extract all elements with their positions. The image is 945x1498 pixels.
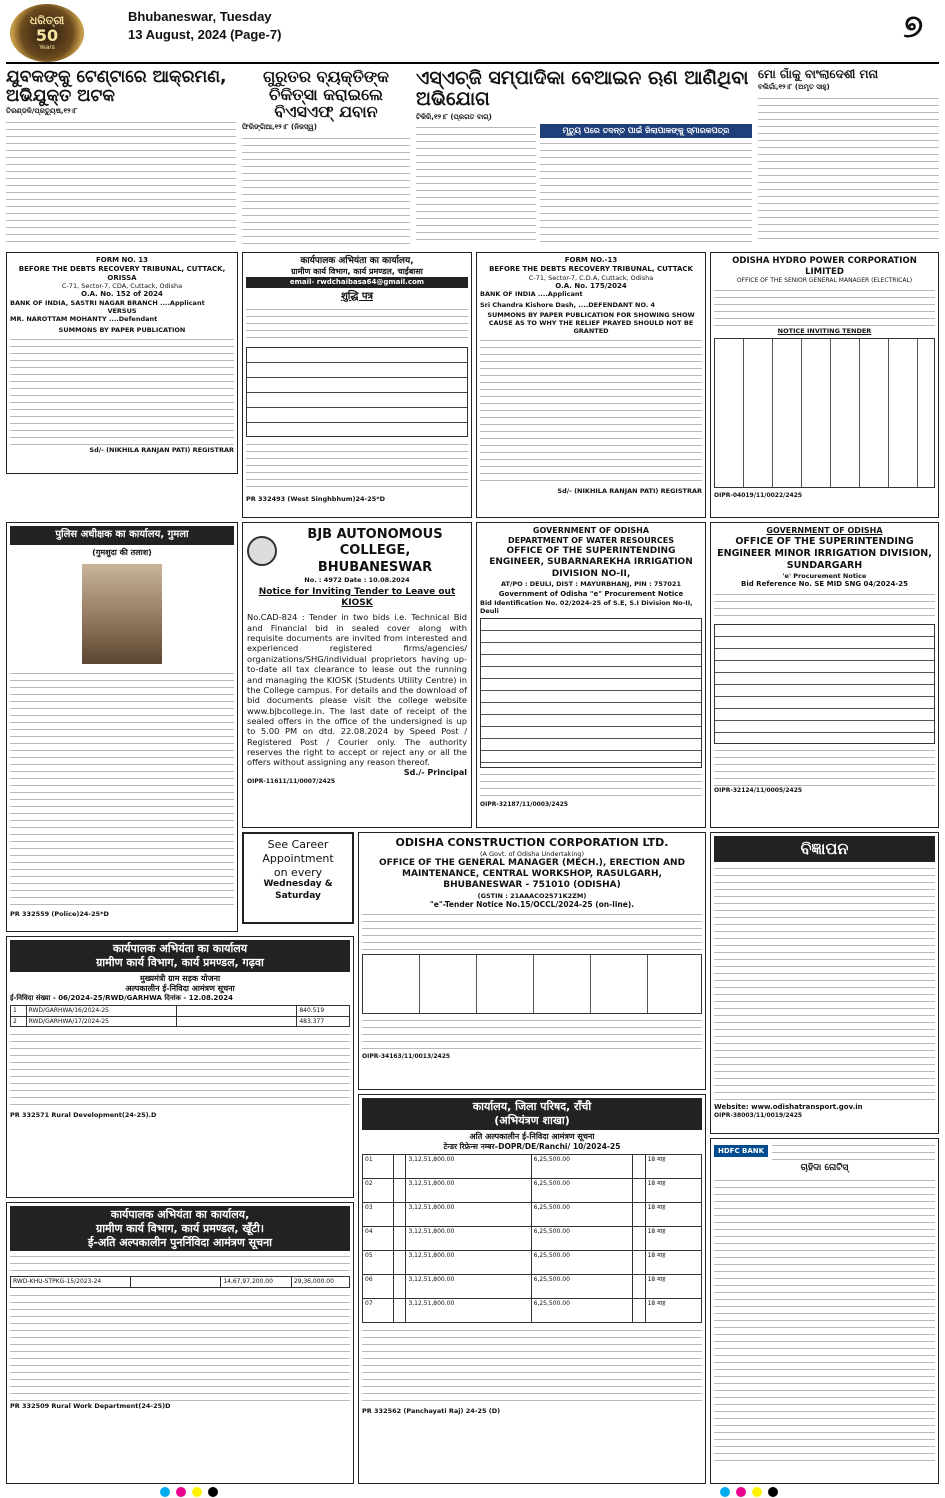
sundargarh-sign <box>714 747 935 787</box>
hdfc-title: ଚାହିଦା ନୋଟିସ୍ <box>800 1163 849 1173</box>
ranchi-cell-desc <box>633 1202 645 1226</box>
chaibasa-footer: PR 332493 (West Singhbhum)24-25*D <box>246 494 386 503</box>
ranchi-cell-emd: 6,25,500.00 <box>531 1298 633 1322</box>
drt1-summons: SUMMONS BY PAPER PUBLICATION <box>58 325 186 334</box>
table-row <box>363 1226 702 1250</box>
khunti-table <box>10 1276 350 1288</box>
occl-table <box>362 954 702 1014</box>
story3-body-a <box>416 124 536 246</box>
ad-drt-cuttack-2 <box>476 252 706 518</box>
sundargarh-notice: 'e' Procurement Notice <box>782 571 867 580</box>
garhwa-conditions <box>10 1031 350 1111</box>
gumla-body <box>10 670 234 910</box>
occl-gstin: (GSTIN : 21AAACO2571K2ZM) <box>477 891 587 900</box>
ranchi-cell-desc <box>394 1226 406 1250</box>
career-line1: See Career <box>267 838 329 851</box>
khunti-banner <box>10 1206 350 1251</box>
drt2-summons: SUMMONS BY PAPER PUBLICATION FOR SHOWING SHOW CAUSE AS TO WHY THE RELIEF PRAYED SHOULD NOT BE GRANTED <box>487 310 695 335</box>
drt2-oa-no: O.A. No. 175/2024 <box>555 281 627 290</box>
drt1-applicant: BANK OF INDIA, SASTRI NAGAR BRANCH ....Applicant <box>10 299 205 308</box>
ranchi-cell-desc <box>633 1178 645 1202</box>
ranchi-cell-desc <box>394 1274 406 1298</box>
chaibasa-intro <box>246 306 468 344</box>
ranchi-cell-emd: 6,25,500.00 <box>531 1178 633 1202</box>
table-row <box>363 1298 702 1322</box>
drt1-title: BEFORE THE DEBTS RECOVERY TRIBUNAL, CUTTACK, ORISSA <box>18 264 226 282</box>
table-row <box>363 1178 702 1202</box>
sundargarh-footer: OIPR-32124/11/0005/2425 <box>714 786 803 794</box>
garhwa-row1-work <box>177 1006 297 1017</box>
ad-khunti <box>6 1202 354 1484</box>
ranchi-cell-desc <box>394 1154 406 1178</box>
ranchi-cell-desc <box>394 1250 406 1274</box>
ranchi-cell-desc <box>633 1154 645 1178</box>
table-row <box>363 1250 702 1274</box>
magenta-mark <box>736 1487 746 1497</box>
ranchi-cell-desc <box>394 1178 406 1202</box>
drt1-address: C-71, Sector-7, CDA, Cuttack, Odisha <box>61 282 183 291</box>
garhwa-scheme: मुख्यमंत्री ग्राम सड़क योजना <box>139 973 221 983</box>
ranchi-cell-cost: 3,12,51,800.00 <box>406 1178 531 1202</box>
ad-career <box>242 832 354 924</box>
khunti-intro <box>10 1253 350 1273</box>
college-logo-icon <box>247 536 277 566</box>
drt1-defendant: MR. NAROTTAM MOHANTY ....Defendant <box>10 315 158 324</box>
garhwa-row2-work <box>177 1016 297 1027</box>
sundargarh-table <box>714 624 935 744</box>
dateline <box>128 8 348 43</box>
garhwa-banner <box>10 940 350 972</box>
ranchi-cell-no: 01 <box>363 1154 394 1178</box>
drt2-address: C-71, Sector-7, C.D.A, Cuttack, Odisha <box>528 273 654 282</box>
drt1-oa-no: O.A. No. 152 of 2024 <box>81 290 163 299</box>
ad-garhwa <box>6 936 354 1198</box>
chaibasa-title2: ग्रामीण कार्य विभाग, कार्य प्रमण्डल, चाईबासा <box>291 267 423 277</box>
ranchi-cell-desc <box>633 1298 645 1322</box>
story2-body <box>242 135 410 246</box>
ranchi-banner <box>362 1098 702 1130</box>
story2-byline: ଫିରିଙ୍ଗିଆ,୧୨।୮ (ନିଜସ୍ୱ) <box>242 122 317 131</box>
logo-sub: Years <box>39 44 55 52</box>
garhwa-row2-ref: RWD/GARHWA/17/2024-25 <box>26 1016 177 1027</box>
ranchi-sub: (अभियंत्रण शाखा) <box>494 1113 570 1127</box>
story3-highlight: ମୃତ୍ୟୁ ପରେ ତଦନ୍ତ ପାଇଁ ଜିଲାପାଳଙ୍କୁ ସ୍ମାରକପତ୍ର <box>540 124 752 138</box>
garhwa-title2: ग्रामीण कार्य विभाग, कार्य प्रमण्डल, गढ़वा <box>96 955 264 969</box>
ad-occl <box>358 832 706 1090</box>
ranchi-cell-emd: 6,25,500.00 <box>531 1202 633 1226</box>
career-line2: Appointment <box>262 851 334 865</box>
ranchi-cell-time: 18 माह <box>645 1250 701 1274</box>
ranchi-table <box>362 1154 702 1323</box>
garhwa-footer: PR 332571 Rural Development(24-25).D <box>10 1111 157 1120</box>
ad-ranchi <box>358 1094 706 1484</box>
ranchi-cell-time: 18 माह <box>645 1298 701 1322</box>
table-row <box>11 1016 350 1027</box>
garhwa-row2-no: 2 <box>11 1016 27 1027</box>
chaibasa-table <box>246 347 468 437</box>
ranchi-notice: अति अल्पकालीन ई-निविदा आमंत्रण सूचना <box>469 1131 595 1141</box>
garhwa-row2-amount: 483.377 <box>297 1016 350 1027</box>
occl-office: OFFICE OF THE GENERAL MANAGER (MECH.), ERECTION AND MAINTENANCE, CENTRAL WORKSHOP, RASULGARH, BHUBANESWAR - 751010 (ODISHA) <box>378 857 686 891</box>
logo-script: ଧରିତ୍ରୀ <box>29 14 65 28</box>
table-row <box>11 1006 350 1017</box>
ranchi-cell-emd: 6,25,500.00 <box>531 1154 633 1178</box>
khunti-ref: RWD-KHU-STPKG-15/2023-24 <box>11 1277 131 1288</box>
ranchi-cell-no: 03 <box>363 1202 394 1226</box>
ranchi-cell-desc <box>633 1226 645 1250</box>
yellow-mark <box>192 1487 202 1497</box>
bjb-title: BJB AUTONOMOUS COLLEGE, BHUBANESWAR <box>307 527 443 575</box>
drt1-sign: Sd/- (NIKHILA RANJAN PATI) REGISTRAR <box>89 445 234 454</box>
news-story-3 <box>416 68 752 246</box>
khunti-title: कार्यपालक अभियंता का कार्यालय, <box>110 1208 250 1221</box>
ranchi-cell-time: 18 माह <box>645 1178 701 1202</box>
ad-gumla-police <box>6 522 238 932</box>
story4-headline: ମୋ ଗାଁକୁ ବାଂଲାଦେଶୀ ମନା <box>758 68 879 81</box>
chaibasa-email: email- rwdchaibasa64@gmail.com <box>246 277 468 288</box>
garhwa-row1-no: 1 <box>11 1006 27 1017</box>
ad-hdfc <box>710 1138 939 1484</box>
subarnarekha-address: AT/PO : DEULI, DIST : MAYURBHANJ, PIN : 757021 <box>501 579 681 588</box>
ad-subarnarekha <box>476 522 706 828</box>
ranchi-footer: PR 332562 (Panchayati Raj) 24-25 (D) <box>362 1406 501 1415</box>
subarnarekha-bid: Bid Identification No. 02/2024-25 of S.E, S.I Division No-II, Deuli <box>480 598 693 615</box>
magenta-mark <box>176 1487 186 1497</box>
ad-bjb-college <box>242 522 472 828</box>
bigyapan-website: Website: www.odishatransport.gov.in <box>714 1103 863 1111</box>
story2-headline: ଗୁରୁତର ବ୍ୟକ୍ତିଙ୍କ ଚିକିତ୍ସା କରାଇଲେ ବିଏସଏଫ୍ ଯବାନ <box>263 68 389 122</box>
occl-footer: OIPR-34163/11/0013/2425 <box>362 1053 451 1061</box>
sundargarh-intro <box>714 591 935 621</box>
news-story-4 <box>758 68 939 246</box>
hdfc-address <box>772 1142 935 1160</box>
masthead-rule <box>6 62 939 64</box>
bjb-sign: Sd./- Principal <box>403 767 467 777</box>
ranchi-cell-cost: 3,12,51,800.00 <box>406 1298 531 1322</box>
khunti-notice: ई-अति अल्पकालीन पुनर्निविदा आमंत्रण सूचना <box>87 1235 273 1249</box>
ad-chaibasa <box>242 252 472 518</box>
ranchi-cell-emd: 6,25,500.00 <box>531 1226 633 1250</box>
ad-bigyapan-transport <box>710 832 939 1134</box>
ranchi-cell-no: 06 <box>363 1274 394 1298</box>
subarnarekha-sign <box>480 771 702 801</box>
khunti-title2: ग्रामीण कार्य विभाग, कार्य प्रमण्डल, खूँटी। <box>96 1221 264 1235</box>
story4-body <box>758 95 939 245</box>
occl-sign <box>362 1017 702 1053</box>
ranchi-cell-desc <box>394 1298 406 1322</box>
logo-number: 50 <box>35 26 59 46</box>
ohpc-title: ODISHA HYDRO POWER CORPORATION LIMITED <box>732 256 917 277</box>
drt2-form-no: FORM NO.-13 <box>564 256 618 264</box>
ranchi-cell-cost: 3,12,51,800.00 <box>406 1250 531 1274</box>
story1-body <box>6 119 236 246</box>
gumla-footer: PR 332559 (Police)24-25*D <box>10 909 109 918</box>
ranchi-cell-time: 18 माह <box>645 1154 701 1178</box>
ranchi-cell-cost: 3,12,51,800.00 <box>406 1202 531 1226</box>
garhwa-row1-amount: 840.519 <box>297 1006 350 1017</box>
newspaper-logo <box>10 4 84 62</box>
bigyapan-footer: OIPR-38003/11/0019/2425 <box>714 1111 803 1119</box>
ohpc-address <box>714 287 935 327</box>
registration-marks-right <box>720 1487 778 1497</box>
story3-byline: ଟିକିରି,୧୨।୮ (ପ୍ରଗତ ବାଗ୍) <box>416 112 492 121</box>
cyan-mark <box>160 1487 170 1497</box>
table-row <box>363 1154 702 1178</box>
bjb-ref: No. : 4972 Date : 10.08.2024 <box>304 575 410 584</box>
occl-sub: (A Govt. of Odisha Undertaking) <box>479 849 585 858</box>
career-line3: on every <box>273 865 323 879</box>
garhwa-table <box>10 1005 350 1027</box>
subarnarekha-gov: GOVERNMENT OF ODISHA <box>532 526 650 535</box>
ranchi-cell-desc <box>633 1274 645 1298</box>
ad-drt-cuttack-1 <box>6 252 238 474</box>
ranchi-title: कार्यालय, जिला परिषद, राँची <box>472 1100 592 1113</box>
drt2-sign: Sd/- (NIKHILA RANJAN PATI) REGISTRAR <box>557 487 702 495</box>
news-story-2 <box>242 68 410 246</box>
black-mark <box>768 1487 778 1497</box>
garhwa-notice: अल्पकालीन ई-निविदा आमंत्रण सूचना <box>125 983 235 993</box>
ranchi-cell-cost: 3,12,51,800.00 <box>406 1274 531 1298</box>
story1-headline: ଯୁବକଙ୍କୁ ଟେଣ୍ଟାରେ ଆକ୍ରମଣ, ଅଭିଯୁକ୍ତ ଅଟକ <box>6 68 227 106</box>
gumla-subtitle: (गुमशुदा की तलाश) <box>92 547 152 557</box>
drt2-body <box>480 337 702 487</box>
bjb-footer: OIPR-11611/11/0007/2425 <box>247 777 336 785</box>
ranchi-cell-time: 18 माह <box>645 1202 701 1226</box>
news-story-1 <box>6 68 236 246</box>
table-row <box>11 1277 350 1288</box>
ranchi-conditions <box>362 1327 702 1407</box>
yellow-mark <box>752 1487 762 1497</box>
career-line4: Wednesday & Saturday <box>263 879 333 901</box>
ohpc-sub: OFFICE OF THE SENIOR GENERAL MANAGER (ELECTRICAL) <box>736 277 913 285</box>
subarnarekha-footer: OIPR-32187/11/0003/2425 <box>480 800 569 808</box>
drt2-title: BEFORE THE DEBTS RECOVERY TRIBUNAL, CUTTACK <box>489 264 693 273</box>
bigyapan-body <box>714 865 935 1103</box>
registration-marks-left <box>160 1487 218 1497</box>
khunti-amount: 14,67,97,200.00 <box>221 1277 292 1288</box>
table-row <box>363 1274 702 1298</box>
story3-headline: ଏସ୍ଏଚ୍ଜି ସମ୍ପାଦିକା ବେଆଇନ ଋଣ ଆଣିଥିବା ଅଭିଯୋଗ <box>416 68 749 110</box>
garhwa-ref: ई-निविदा संख्या - 06/2024-25/RWD/GARHWA दिनांक - 12.08.2024 <box>10 993 233 1002</box>
ranchi-cell-cost: 3,12,51,800.00 <box>406 1226 531 1250</box>
ranchi-cell-cost: 3,12,51,800.00 <box>406 1154 531 1178</box>
story1-byline: ତିରଣ୍ଡଳି/ପ୍ରତ୍ୟୁଷ,୧୨।୮ <box>6 107 78 116</box>
khunti-conditions <box>10 1292 350 1402</box>
subarnarekha-table <box>480 618 702 768</box>
story3-body-b <box>540 140 752 246</box>
page-number: ୭ <box>903 7 923 45</box>
subarnarekha-title: OFFICE OF THE SUPERINTENDING ENGINEER, SUBARNAREKHA IRRIGATION DIVISION NO-II, <box>489 546 693 579</box>
missing-person-photo <box>82 564 162 664</box>
black-mark <box>208 1487 218 1497</box>
khunti-footer: PR 332509 Rural Work Department(24-25)D <box>10 1401 171 1410</box>
table-row <box>363 1202 702 1226</box>
cyan-mark <box>720 1487 730 1497</box>
occl-desc <box>362 911 702 951</box>
sundargarh-gov: GOVERNMENT OF ODISHA <box>766 526 883 535</box>
ohpc-table <box>714 338 935 488</box>
dateline-date: 13 August, 2024 (Page-7) <box>128 26 282 42</box>
drt1-versus: VERSUS <box>107 307 137 316</box>
gumla-title: पुलिस अधीक्षक का कार्यालय, गुमला <box>10 526 234 545</box>
ranchi-cell-emd: 6,25,500.00 <box>531 1274 633 1298</box>
ad-ohpc <box>710 252 939 518</box>
chaibasa-subtitle: शुद्धि पत्र <box>340 291 374 302</box>
khunti-work <box>131 1277 221 1288</box>
garhwa-title: कार्यपालक अभियंता का कार्यालय <box>112 942 248 955</box>
story4-byline: ବଲିଗାଁ,୧୨।୮ (ଅମୃତ ସାହୁ) <box>758 83 830 92</box>
drt1-body <box>10 336 234 446</box>
chaibasa-sign-block <box>246 441 468 491</box>
ranchi-cell-emd: 6,25,500.00 <box>531 1250 633 1274</box>
drt1-form-no: FORM NO. 13 <box>95 256 149 264</box>
chaibasa-title: कार्यपालक अभियंता का कार्यालय, <box>300 256 414 266</box>
hdfc-body <box>714 1177 935 1467</box>
ranchi-cell-desc <box>633 1250 645 1274</box>
ranchi-cell-no: 07 <box>363 1298 394 1322</box>
subarnarekha-notice: Government of Odisha "e" Procurement Notice <box>498 589 684 598</box>
occl-notice: "e"-Tender Notice No.15/OCCL/2024-25 (on-line). <box>429 899 635 909</box>
ad-sundargarh <box>710 522 939 828</box>
ranchi-ref: टेन्डर रिफ्रेन्स नम्बर–DOPR/DE/Ranchi/ 10/2024-25 <box>443 1141 621 1151</box>
bjb-body: No.CAD-824 : Tender in two bids i.e. Technical Bid and Financial bid in sealed cover along with requisite documents are invited from interested and experienced registered firms/agencies/ organizations/SHG/individual proprietors having up-to-date all tax clearance to lease out the running and managing the KIOSK (Students Utility Centre) in the College campus. For details and the download of bid documents please visit the college website www.bjbcollege.in. The last date of receipt of the sealed offers in the office of the undersigned is up to 5.00 PM on dtd. 22.08.2024 by Speed Post / Registered Post / Courier only. The authority reserves the right to accept or reject any or all the offers without assigning any reason thereof. <box>247 612 467 768</box>
drt2-applicant: BANK OF INDIA ....Applicant <box>480 290 583 299</box>
bigyapan-title: ବିଜ୍ଞାପନ <box>714 836 935 862</box>
ranchi-cell-no: 05 <box>363 1250 394 1274</box>
ranchi-cell-no: 02 <box>363 1178 394 1202</box>
sundargarh-title: OFFICE OF THE SUPERINTENDING ENGINEER MINOR IRRIGATION DIVISION, SUNDARGARH <box>717 536 932 571</box>
ranchi-cell-no: 04 <box>363 1226 394 1250</box>
ranchi-cell-time: 18 माह <box>645 1226 701 1250</box>
sundargarh-bid: Bid Reference No. SE MID SNG 04/2024-25 <box>741 579 908 588</box>
drt2-defendant: Sri Chandra Kishore Dash, ....DEFENDANT NO. 4 <box>480 300 656 309</box>
dateline-day: Bhubaneswar, Tuesday <box>128 9 272 24</box>
ohpc-footer: OIPR-04019/11/0022/2425 <box>714 491 803 499</box>
bjb-heading: Notice for Inviting Tender to Leave out KIOSK <box>258 586 456 609</box>
subarnarekha-dept: DEPARTMENT OF WATER RESOURCES <box>508 536 674 545</box>
garhwa-row1-ref: RWD/GARHWA/16/2024-25 <box>26 1006 177 1017</box>
ohpc-notice: NOTICE INVITING TENDER <box>777 326 872 335</box>
ranchi-cell-time: 18 माह <box>645 1274 701 1298</box>
occl-title: ODISHA CONSTRUCTION CORPORATION LTD. <box>395 836 669 849</box>
hdfc-logo: HDFC BANK <box>714 1145 768 1158</box>
khunti-emd: 29,36,000.00 <box>291 1277 349 1288</box>
ranchi-cell-desc <box>394 1202 406 1226</box>
